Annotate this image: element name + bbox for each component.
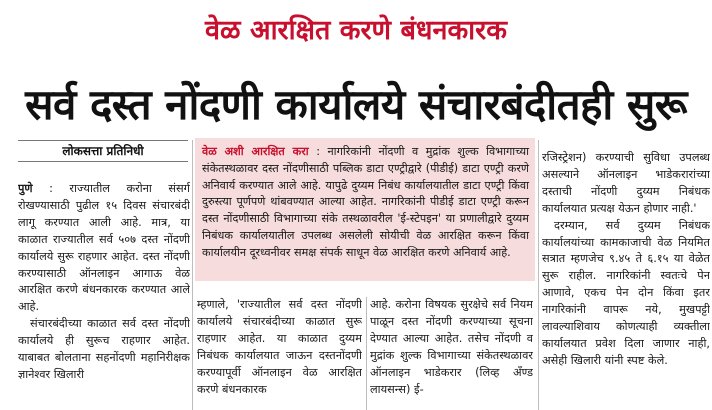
kicker-headline: वेळ आरक्षित करणे बंधनकारक xyxy=(205,15,507,46)
article-paragraph: आहे. करोना विषयक सुरक्षेचे सर्व नियम पाळून दस्त नोंदणी करण्याच्या सूचना देण्यात आल्या आहेत. तसेच नोंदणी व मुद्रांक शुल्क विभागाच्या संकेतस्थळावर ऑनलाइन भाडेकरार (लिव्ह अँण्ड लायसन्स) ई- xyxy=(370,298,533,396)
column-divider xyxy=(538,140,539,410)
article-paragraph: दरम्यान, सर्व दुय्यम निबंधक कार्यालयांच्या कामकाजाची वेळ नियमित सत्रात म्हणजेच ९.४५ ते ६.१५ या वेळेत सुरू राहील. नागरिकांनी स्वतःचे पेन आणावे, एकच पेन दोन किंवा इतर नागरिकांनी वापरू नये, मुखपट्टी लावल्याशिवाय कोणत्याही व्यक्तीला कार्यालयात प्रवेश दिला जाणार नाही, असेही खिलारी यांनी स्पष्ट केले. xyxy=(542,218,710,367)
main-headline: सर्व दस्त नोंदणी कार्यालये संचारबंदीतही सुरू xyxy=(25,80,687,129)
info-callout-box xyxy=(195,138,535,281)
byline: लोकसत्ता प्रतिनिधी xyxy=(62,144,144,158)
article-column-3 xyxy=(370,297,533,410)
column-divider xyxy=(366,297,367,410)
article-paragraph: म्हणाले, 'राज्यातील सर्व दस्त नोंदणी कार्यालये संचारबंदीच्या काळात सुरू राहणार आहेत. या काळात दुय्यम निबंधक कार्यालयात जाऊन दस्तनोंदणी करण्यापूर्वी ऑनलाइन वेळ आरक्षित करणे बंधनकारक xyxy=(197,298,362,396)
article-column-1 xyxy=(18,181,190,410)
callout-text: : नागरिकांनी नोंदणी व मुद्रांक शुल्क विभागाच्या संकेतस्थळावर दस्त नोंदणीसाठी पब्लिक डाटा एण्ट्रीद्वारे (पीडीई) डाटा एण्ट्री करणे अनिवार्य करण्यात आले आहे. यापुढे दुय्यम निबंध कार्यालयातील डाटा एण्ट्री किंवा दुरुस्त्या पूर्णपणे थांबवण्यात आल्या आहेत. नागरिकांनी पीडीई डाटा एण्ट्री करून दस्त नोंदणीसाठी विभागाच्या संके तस्थळावरील 'ई-स्टेपइन' या प्रणालीद्वारे दुय्यम निबंधक कार्यालयातील उपलब्ध असलेली सोयीची वेळ आरक्षित करून किंवा कार्यालयीन दूरध्वनीवर समक्ष संपर्क साधून वेळ आरक्षित करणे अनिवार्य आहे. xyxy=(202,145,529,259)
column-divider xyxy=(192,140,193,410)
article-column-2 xyxy=(197,297,362,410)
article-column-4 xyxy=(542,150,710,410)
paragraph-text: : राज्यातील करोना संसर्ग रोखण्यासाठी पुढील १५ दिवस संचारबंदी लागू करण्यात आली आहे. मात्र, या काळात राज्यातील सर्व ५०७ दस्त नोंदणी कार्यालये सुरू राहणार आहेत. दस्त नोंदणी करण्यासाठी ऑनलाइन आगाऊ वेळ आरक्षित करणे बंधनकारक करण्यात आले आहे. xyxy=(18,182,190,314)
article-paragraph: संचारबंदीच्या काळात सर्व दस्त नोंदणी कार्यालये ही सुरूच राहणार आहेत. याबाबत बोलताना सहनोंदणी महानिरीक्षक ज्ञानेश्वर खिलारी xyxy=(18,317,190,381)
article-paragraph xyxy=(18,181,190,316)
article-paragraph: रजिस्ट्रेशन) करण्याची सुविधा उपलब्ध असल्याने ऑनलाइन भाडेकरारांच्या दस्ताची नोंदणी दुय्यम निबंधक कार्यालयात प्रत्यक्ष येऊन होणार नाही.' xyxy=(542,151,710,215)
dateline: पुणे xyxy=(18,182,33,195)
byline-box xyxy=(18,140,188,162)
callout-label: वेळ अशी आरक्षित करा xyxy=(202,145,309,158)
